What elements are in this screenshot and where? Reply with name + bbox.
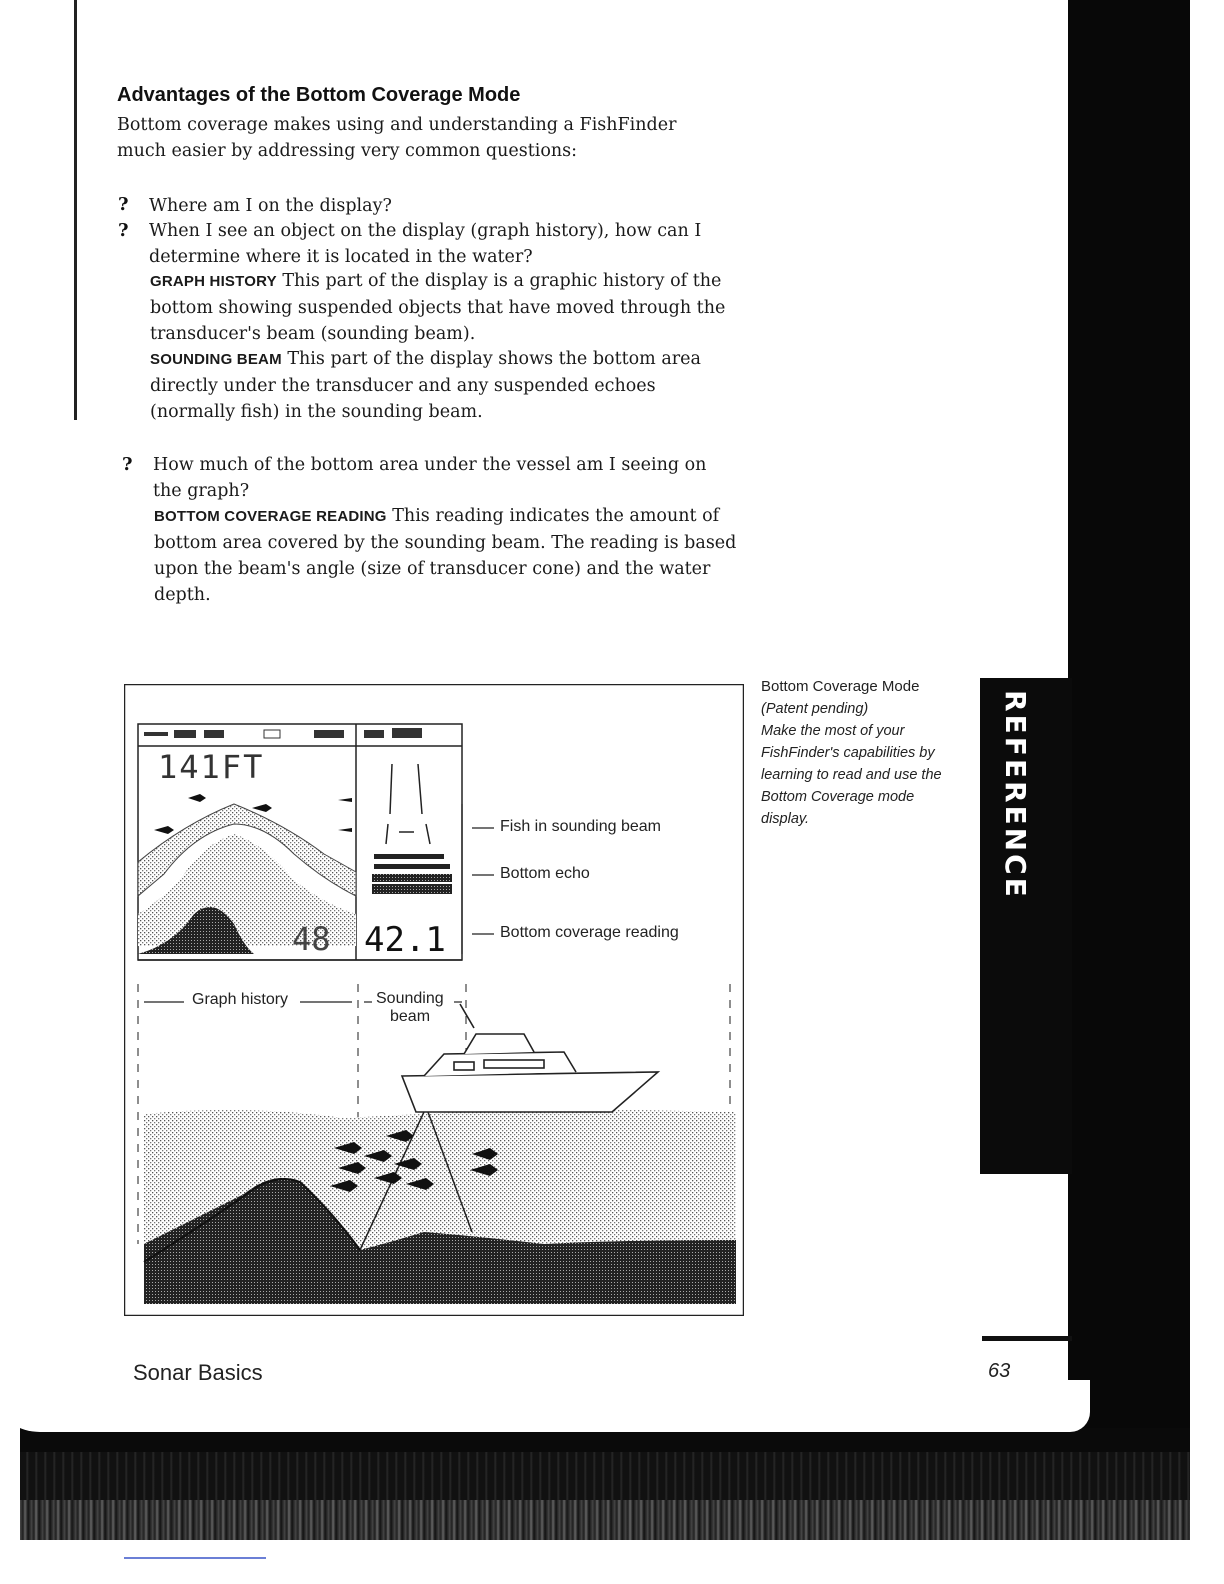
scan-shadow-right	[1068, 0, 1190, 1430]
footer-section: Sonar Basics	[133, 1360, 263, 1385]
callout-bottom-echo: Bottom echo	[500, 865, 590, 882]
display-temperature: 48	[292, 920, 331, 958]
sidebar-note: (Patent pending)	[761, 701, 869, 717]
scan-artifact-line	[124, 1557, 266, 1559]
scan-shadow-bottom	[20, 1428, 1190, 1540]
definition-text: This part of the display shows the bottom area directly under the transducer and any suspended echoes (normally fish) in the sounding beam.	[150, 349, 701, 422]
term-bottom-coverage-reading: BOTTOM COVERAGE READING	[154, 508, 387, 525]
question-marker: ?	[122, 454, 133, 475]
question-marker: ?	[118, 194, 129, 215]
callout-lines	[462, 804, 494, 954]
question-marker: ?	[118, 220, 129, 241]
section-heading: Advantages of the Bottom Coverage Mode	[117, 84, 521, 106]
display-coverage-value: 42.1	[364, 920, 446, 960]
sidebar-description: Make the most of your FishFinder's capabilities by learning to read and use the Bottom Coverage mode display.	[761, 723, 942, 827]
boat	[402, 1004, 658, 1112]
question-1: Where am I on the display?	[149, 196, 392, 216]
question-2: When I see an object on the display (graph history), how can I determine where it is located in the water?	[149, 221, 702, 267]
definition-bottom-coverage	[154, 503, 744, 608]
definition-text: This reading indicates the amount of bottom area covered by the sounding beam. The reading is based upon the beam's angle (size of transducer cone) and the water depth.	[154, 506, 737, 605]
intro-paragraph: Bottom coverage makes using and understanding a FishFinder much easier by addressing very common questions:	[117, 115, 677, 161]
display-depth: 141FT	[158, 748, 265, 786]
page-number: 63	[988, 1360, 1011, 1382]
sidebar-caption	[761, 676, 961, 830]
binder-edge	[74, 0, 77, 420]
page-edge	[0, 1380, 1090, 1432]
definition-graph-history	[150, 268, 730, 347]
definition-sounding-beam	[150, 346, 730, 425]
label-graph-history: Graph history	[192, 991, 289, 1008]
term-graph-history: GRAPH HISTORY	[150, 273, 277, 290]
tab-rule	[982, 1336, 1072, 1341]
label-sounding-beam-2: beam	[390, 1008, 431, 1025]
bottom-coverage-figure	[124, 684, 744, 1316]
label-sounding-beam: Sounding	[376, 990, 444, 1007]
definition-text: This part of the display is a graphic history of the bottom showing suspended objects that have moved through the transducer's beam (sounding beam).	[150, 271, 726, 344]
term-sounding-beam: SOUNDING BEAM	[150, 351, 282, 368]
section-tab-label: REFERENCE	[999, 690, 1032, 900]
sidebar-title: Bottom Coverage Mode	[761, 678, 920, 695]
callout-coverage: Bottom coverage reading	[500, 924, 679, 941]
callout-fish: Fish in sounding beam	[500, 818, 661, 835]
question-3: How much of the bottom area under the vessel am I seeing on the graph?	[153, 455, 707, 501]
